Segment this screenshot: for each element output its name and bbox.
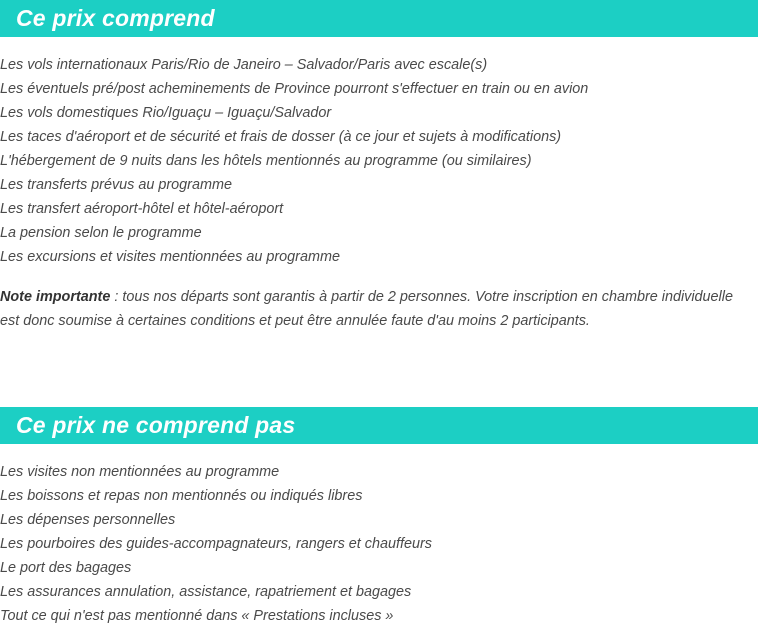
list-item: Les dépenses personnelles <box>0 512 176 528</box>
list-item: Les vols internationaux Paris/Rio de Janeiro – Salvador/Paris avec escale(s) <box>0 57 488 73</box>
list-item: Tout ce qui n'est pas mentionné dans « Prestations incluses » <box>0 608 394 624</box>
includes-title: Ce prix comprend <box>16 5 215 31</box>
list-item: Les visites non mentionnées au programme <box>0 464 280 480</box>
excludes-list <box>0 460 758 628</box>
list-item: Les assurances annulation, assistance, rapatriement et bagages <box>0 584 412 600</box>
list-item: Les excursions et visites mentionnées au programme <box>0 249 340 265</box>
list-item: Les vols domestiques Rio/Iguaçu – Iguaçu/Salvador <box>0 105 332 121</box>
list-item: Les éventuels pré/post acheminements de Province pourront s'effectuer en train ou en avion <box>0 81 589 97</box>
list-item: L'hébergement de 9 nuits dans les hôtels mentionnés au programme (ou similaires) <box>0 153 532 169</box>
list-item: Le port des bagages <box>0 560 132 576</box>
includes-list <box>0 53 758 269</box>
includes-header <box>0 0 758 37</box>
excludes-title: Ce prix ne comprend pas <box>16 412 296 438</box>
note-text: : tous nos départs sont garantis à partir de 2 personnes. Votre inscription en chambre individuelle est donc soumise à certaines conditions et peut être annulée faute d'au moins 2 participants. <box>0 289 733 329</box>
list-item: Les transferts prévus au programme <box>0 177 232 193</box>
list-item: Les boissons et repas non mentionnés ou indiqués libres <box>0 488 363 504</box>
list-item: Les pourboires des guides-accompagnateurs, rangers et chauffeurs <box>0 536 432 552</box>
list-item: Les taces d'aéroport et de sécurité et frais de dosser (à ce jour et sujets à modifications) <box>0 129 562 145</box>
list-item: La pension selon le programme <box>0 225 202 241</box>
note-label: Note importante <box>0 289 111 305</box>
excludes-header <box>0 407 758 444</box>
important-note <box>0 285 756 333</box>
list-item: Les transfert aéroport-hôtel et hôtel-aéroport <box>0 201 284 217</box>
